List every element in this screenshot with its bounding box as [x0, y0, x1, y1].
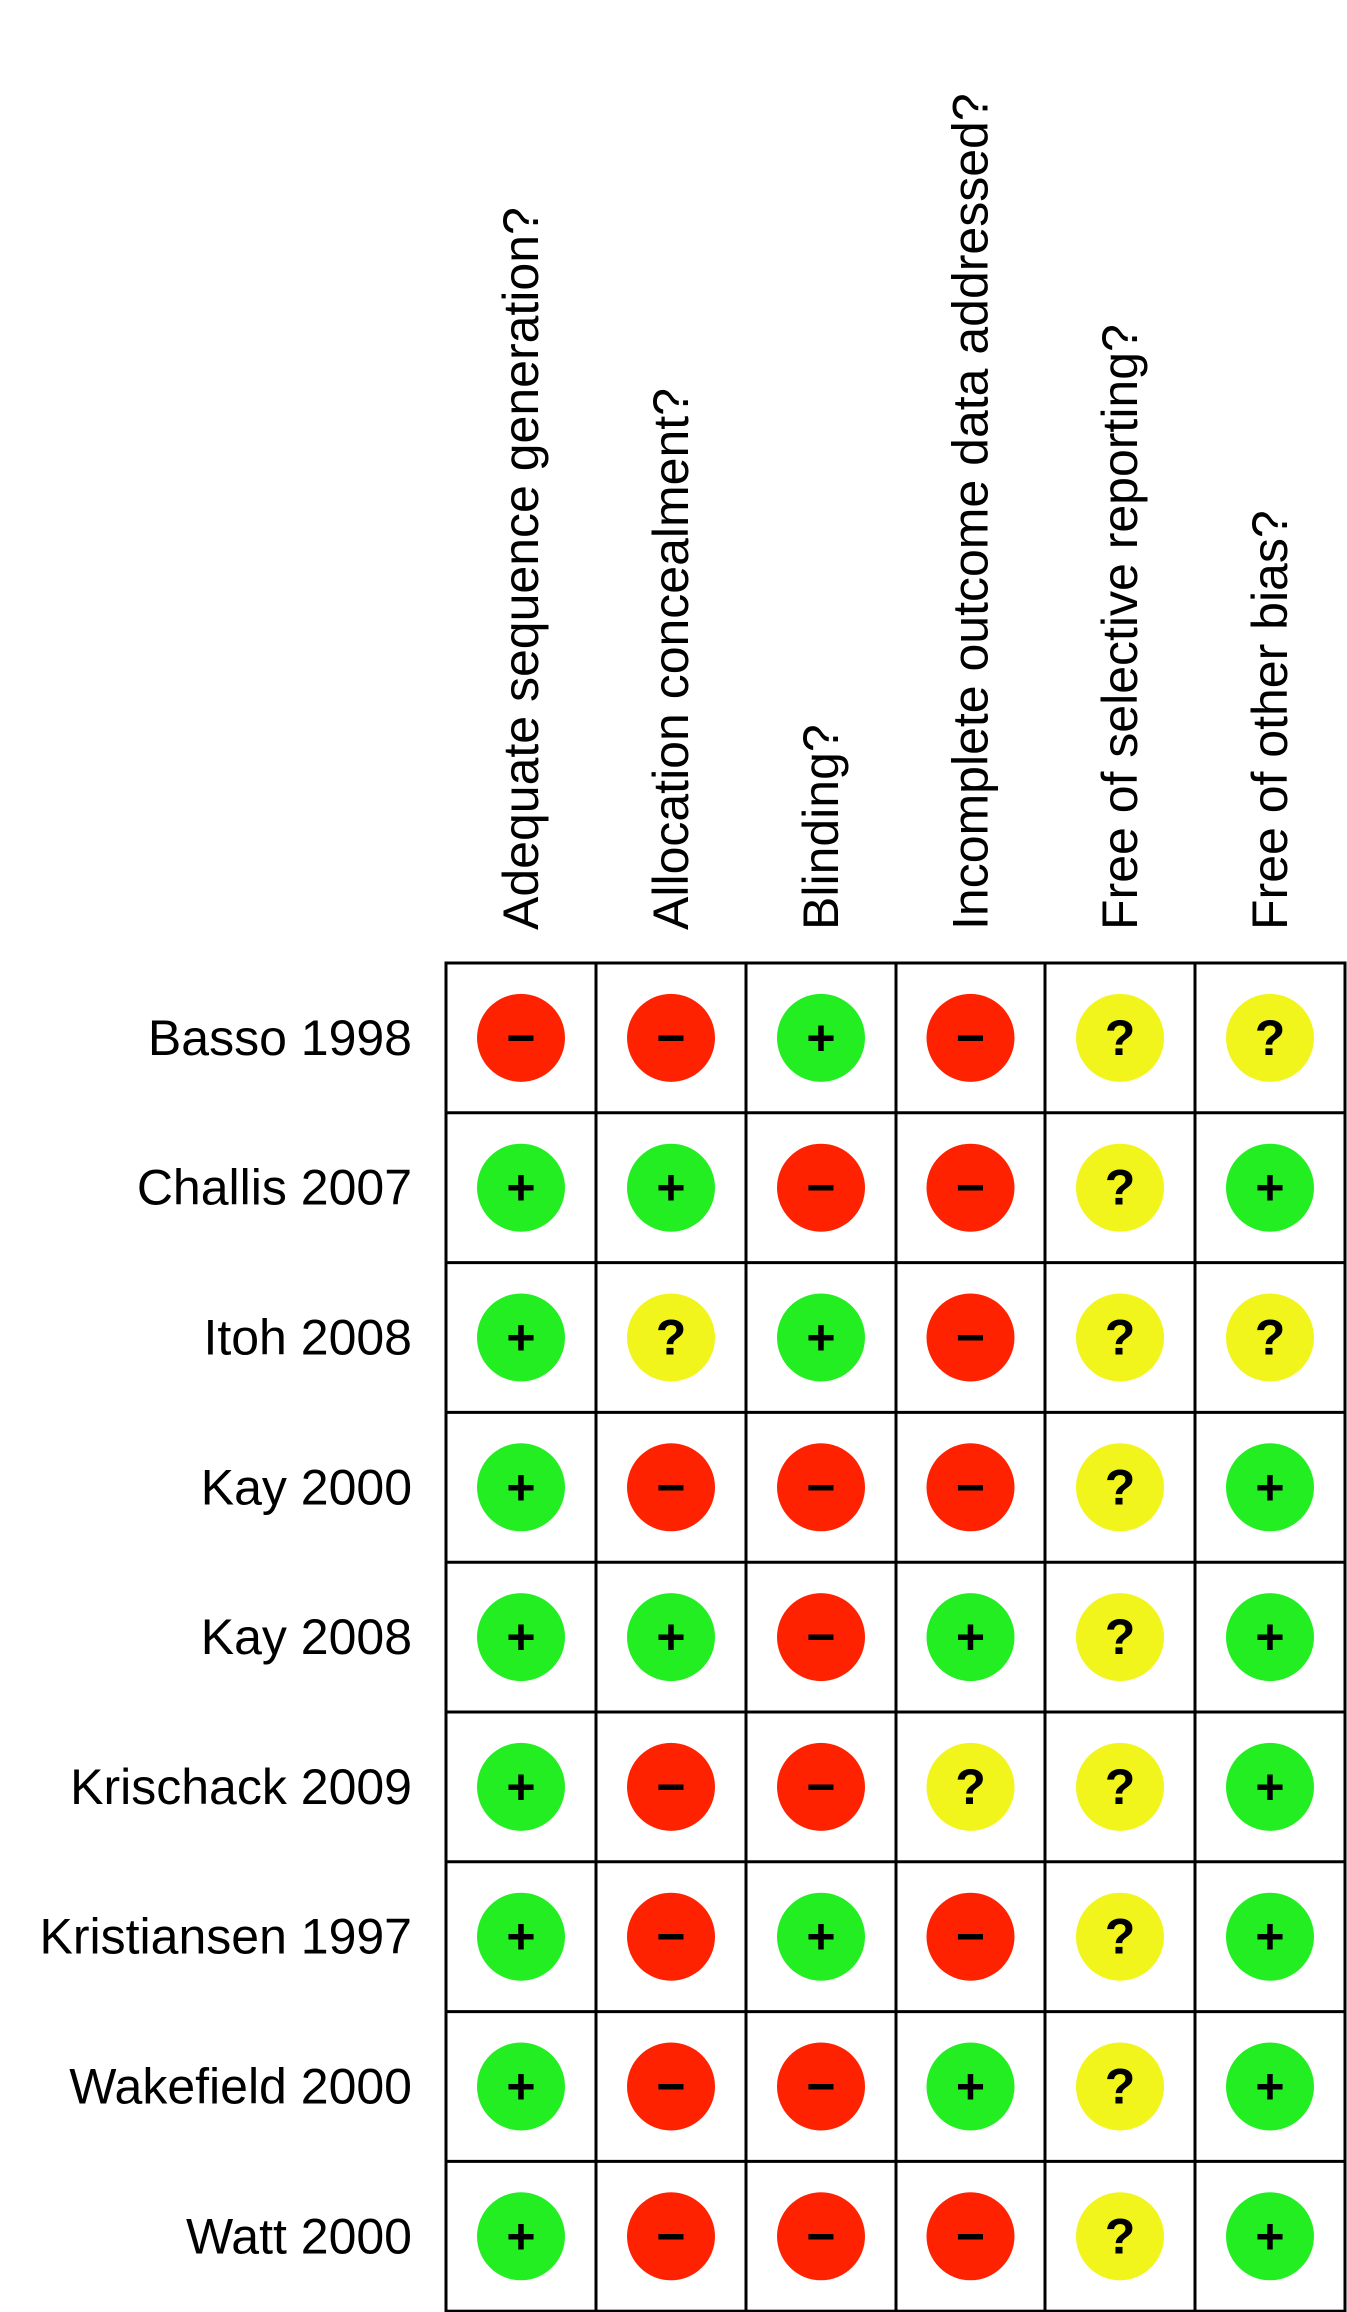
cell-high-risk	[777, 1593, 865, 1681]
cell-high-risk	[627, 2043, 715, 2131]
cell-unclear-risk	[1226, 994, 1314, 1082]
cell-high-risk	[627, 994, 715, 1082]
cell-unclear-risk	[1226, 1294, 1314, 1382]
cell-high-risk	[627, 1743, 715, 1831]
high-risk-symbol: −	[806, 1459, 836, 1516]
low-risk-symbol: +	[806, 1309, 836, 1366]
cell-low-risk	[477, 1893, 565, 1981]
low-risk-symbol: +	[806, 1009, 836, 1066]
high-risk-symbol: −	[656, 1758, 686, 1815]
cell-unclear-risk	[1076, 1743, 1164, 1831]
low-risk-symbol: +	[506, 1459, 536, 1516]
cell-low-risk	[1226, 2192, 1314, 2280]
cell-unclear-risk	[1076, 1294, 1164, 1382]
high-risk-symbol: −	[806, 1758, 836, 1815]
unclear-risk-symbol: ?	[1104, 2058, 1136, 2115]
unclear-risk-symbol: ?	[1254, 1009, 1286, 1066]
low-risk-symbol: +	[506, 2058, 536, 2115]
column-label: Free of selective reporting?	[1092, 324, 1148, 930]
cell-low-risk	[777, 1294, 865, 1382]
low-risk-symbol: +	[506, 1758, 536, 1815]
cell-low-risk	[1226, 1593, 1314, 1681]
cell-low-risk	[477, 1443, 565, 1531]
low-risk-symbol: +	[1255, 1459, 1285, 1516]
cell-low-risk	[477, 1743, 565, 1831]
cell-high-risk	[927, 994, 1015, 1082]
unclear-risk-symbol: ?	[1104, 1908, 1136, 1965]
row-label: Watt 2000	[185, 2208, 412, 2265]
cell-low-risk	[477, 1294, 565, 1382]
cell-low-risk	[1226, 1144, 1314, 1232]
high-risk-symbol: −	[806, 1159, 836, 1216]
row-label: Wakefield 2000	[69, 2058, 412, 2115]
high-risk-symbol: −	[806, 1609, 836, 1666]
high-risk-symbol: −	[656, 2058, 686, 2115]
unclear-risk-symbol: ?	[655, 1309, 687, 1366]
cell-high-risk	[777, 1443, 865, 1531]
row-label: Kay 2008	[200, 1609, 412, 1666]
cell-high-risk	[777, 2192, 865, 2280]
cell-high-risk	[477, 994, 565, 1082]
unclear-risk-symbol: ?	[1104, 1459, 1136, 1516]
cell-low-risk	[1226, 1443, 1314, 1531]
cell-high-risk	[777, 1743, 865, 1831]
cell-high-risk	[627, 2192, 715, 2280]
high-risk-symbol: −	[506, 1009, 536, 1066]
unclear-risk-symbol: ?	[1104, 1758, 1136, 1815]
column-labels	[493, 93, 1298, 930]
cell-high-risk	[927, 1443, 1015, 1531]
cell-unclear-risk	[1076, 1893, 1164, 1981]
cell-low-risk	[777, 994, 865, 1082]
row-labels	[40, 1010, 412, 2264]
cell-low-risk	[477, 1144, 565, 1232]
cell-unclear-risk	[1076, 2043, 1164, 2131]
low-risk-symbol: +	[1255, 1758, 1285, 1815]
cell-unclear-risk	[1076, 994, 1164, 1082]
cell-low-risk	[477, 2192, 565, 2280]
unclear-risk-symbol: ?	[1104, 1159, 1136, 1216]
low-risk-symbol: +	[656, 1609, 686, 1666]
high-risk-symbol: −	[955, 2208, 986, 2265]
row-label: Kristiansen 1997	[39, 1908, 412, 1965]
row-label: Challis 2007	[136, 1159, 412, 1216]
low-risk-symbol: +	[506, 1159, 536, 1216]
cell-low-risk	[627, 1593, 715, 1681]
unclear-risk-symbol: ?	[1104, 2208, 1136, 2265]
cell-low-risk	[1226, 1893, 1314, 1981]
cell-low-risk	[1226, 2043, 1314, 2131]
high-risk-symbol: −	[656, 1009, 686, 1066]
row-label: Basso 1998	[147, 1009, 412, 1066]
cell-high-risk	[927, 2192, 1015, 2280]
low-risk-symbol: +	[955, 2058, 986, 2115]
cell-high-risk	[927, 1294, 1015, 1382]
column-label: Allocation concealment?	[643, 388, 699, 930]
high-risk-symbol: −	[656, 1459, 686, 1516]
column-label: Blinding?	[793, 724, 849, 930]
low-risk-symbol: +	[1255, 1609, 1285, 1666]
cell-unclear-risk	[1076, 1443, 1164, 1531]
cell-low-risk	[627, 1144, 715, 1232]
unclear-risk-symbol: ?	[1104, 1609, 1136, 1666]
low-risk-symbol: +	[1255, 1159, 1285, 1216]
column-label: Adequate sequence generation?	[493, 207, 549, 930]
column-label: Free of other bias?	[1242, 510, 1298, 930]
high-risk-symbol: −	[806, 2058, 836, 2115]
unclear-risk-symbol: ?	[1254, 1309, 1286, 1366]
low-risk-symbol: +	[955, 1609, 986, 1666]
high-risk-symbol: −	[955, 1309, 986, 1366]
cell-unclear-risk	[927, 1743, 1015, 1831]
cell-high-risk	[627, 1893, 715, 1981]
cell-unclear-risk	[1076, 2192, 1164, 2280]
low-risk-symbol: +	[806, 1908, 836, 1965]
cell-low-risk	[927, 1593, 1015, 1681]
grid	[446, 963, 1345, 2311]
low-risk-symbol: +	[1255, 2208, 1285, 2265]
cell-high-risk	[927, 1144, 1015, 1232]
cell-high-risk	[927, 1893, 1015, 1981]
cell-low-risk	[927, 2043, 1015, 2131]
high-risk-symbol: −	[656, 2208, 686, 2265]
cell-high-risk	[777, 2043, 865, 2131]
low-risk-symbol: +	[656, 1159, 686, 1216]
high-risk-symbol: −	[955, 1009, 986, 1066]
cell-high-risk	[627, 1443, 715, 1531]
cell-low-risk	[1226, 1743, 1314, 1831]
cell-unclear-risk	[627, 1294, 715, 1382]
unclear-risk-symbol: ?	[1104, 1309, 1136, 1366]
cell-high-risk	[777, 1144, 865, 1232]
low-risk-symbol: +	[506, 1908, 536, 1965]
row-label: Kay 2000	[200, 1459, 412, 1516]
cell-unclear-risk	[1076, 1593, 1164, 1681]
unclear-risk-symbol: ?	[1104, 1009, 1136, 1066]
cell-unclear-risk	[1076, 1144, 1164, 1232]
row-label: Itoh 2008	[203, 1309, 412, 1366]
low-risk-symbol: +	[506, 1309, 536, 1366]
low-risk-symbol: +	[1255, 1908, 1285, 1965]
low-risk-symbol: +	[1255, 2058, 1285, 2115]
column-label: Incomplete outcome data addressed?	[942, 93, 999, 930]
cell-low-risk	[477, 2043, 565, 2131]
low-risk-symbol: +	[506, 2208, 536, 2265]
unclear-risk-symbol: ?	[955, 1758, 986, 1815]
high-risk-symbol: −	[955, 1459, 986, 1516]
high-risk-symbol: −	[955, 1908, 986, 1965]
low-risk-symbol: +	[506, 1609, 536, 1666]
row-label: Krischack 2009	[70, 1758, 412, 1815]
high-risk-symbol: −	[806, 2208, 836, 2265]
cell-low-risk	[477, 1593, 565, 1681]
cell-low-risk	[777, 1893, 865, 1981]
high-risk-symbol: −	[656, 1908, 686, 1965]
high-risk-symbol: −	[955, 1159, 986, 1216]
